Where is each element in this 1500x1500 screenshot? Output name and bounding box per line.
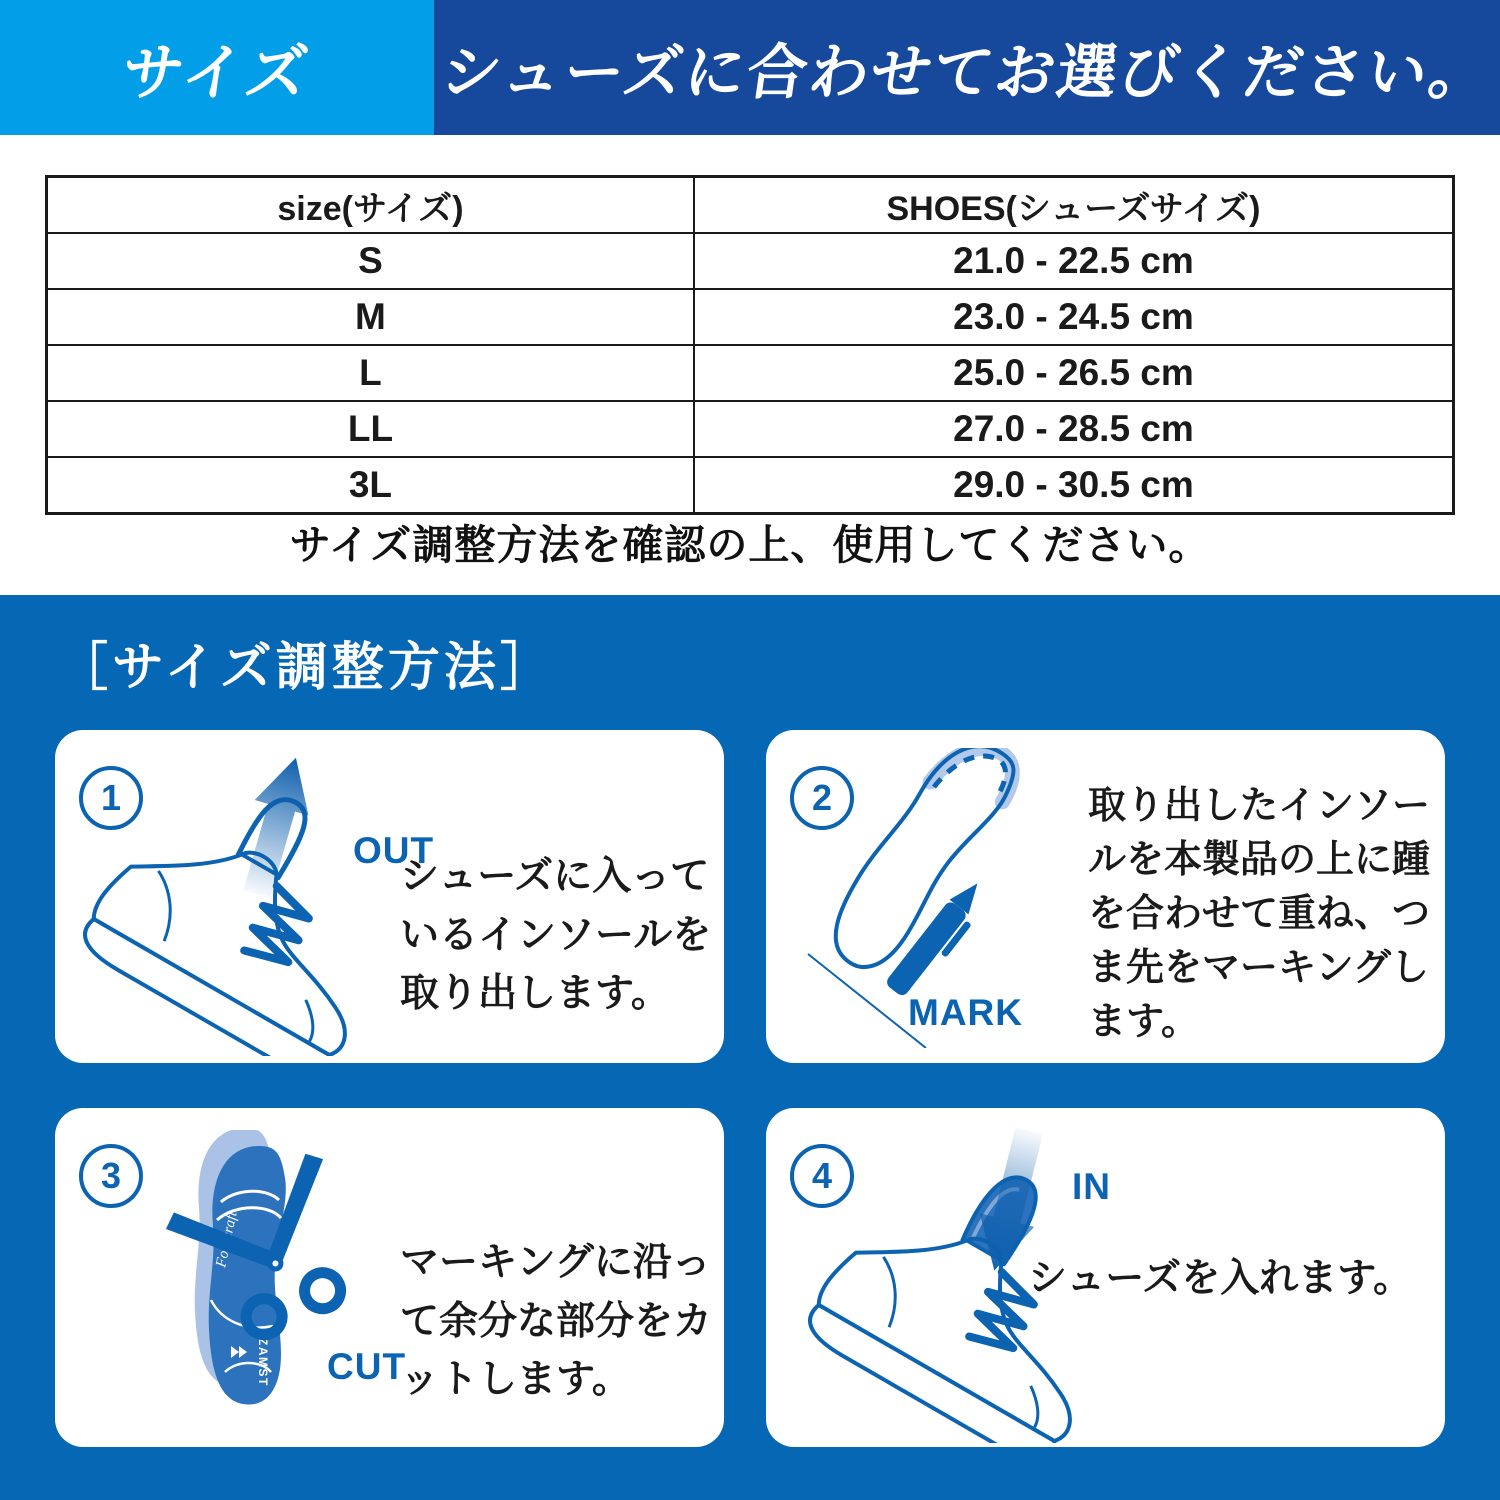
header-headline-band bbox=[434, 0, 1500, 135]
insole-logo-text: ZAMST bbox=[256, 1338, 270, 1387]
column-header-size: size(サイズ) bbox=[47, 177, 694, 234]
headline-text: シューズに合わせてお選びください。 bbox=[436, 38, 1496, 106]
size-cell: L bbox=[47, 345, 694, 401]
table-row bbox=[47, 289, 1454, 345]
step-number: 4 bbox=[811, 1155, 833, 1196]
size-cell: 3L bbox=[47, 457, 694, 514]
table-row bbox=[47, 401, 1454, 457]
table-row bbox=[47, 233, 1454, 289]
step-card-1 bbox=[55, 730, 724, 1063]
step-text: シューズを入れます。 bbox=[1028, 1257, 1413, 1300]
marker-pen-icon bbox=[884, 876, 994, 1003]
step-number: 3 bbox=[100, 1155, 122, 1196]
header-bar bbox=[0, 0, 1500, 135]
shoe-insole-out-illustration bbox=[73, 736, 403, 1056]
step-text: 取り出したインソールを本製品の上に踵を合わせて重ね、つま先をマーキングします。 bbox=[1088, 785, 1431, 1043]
header-size-tab bbox=[0, 0, 434, 135]
size-table bbox=[45, 175, 1455, 515]
size-cell: M bbox=[47, 289, 694, 345]
step-text: シューズに入っているインソールを取り出します。 bbox=[400, 855, 712, 1015]
shoes-cell: 23.0 - 24.5 cm bbox=[694, 289, 1454, 345]
cut-label: CUT bbox=[327, 1346, 407, 1387]
table-header-row bbox=[47, 177, 1454, 234]
step-card-4 bbox=[766, 1108, 1445, 1447]
out-label: OUT bbox=[353, 830, 435, 871]
adjustment-section bbox=[0, 595, 1500, 1500]
size-adjust-note: サイズ調整方法を確認の上、使用してください。 bbox=[289, 522, 1211, 568]
size-cell: S bbox=[47, 233, 694, 289]
step-card-3 bbox=[55, 1108, 724, 1447]
in-label: IN bbox=[1072, 1166, 1111, 1207]
step-text: マーキングに沿って余分な部分をカットします。 bbox=[400, 1241, 713, 1401]
size-title: サイズ bbox=[117, 39, 315, 108]
step-number: 1 bbox=[100, 777, 122, 818]
step-number: 2 bbox=[811, 777, 833, 818]
shoes-cell: 27.0 - 28.5 cm bbox=[694, 401, 1454, 457]
size-cell: LL bbox=[47, 401, 694, 457]
table-row bbox=[47, 457, 1454, 514]
table-row bbox=[47, 345, 1454, 401]
step-card-2 bbox=[766, 730, 1445, 1063]
shoes-cell: 21.0 - 22.5 cm bbox=[694, 233, 1454, 289]
mark-label: MARK bbox=[908, 992, 1023, 1033]
adjustment-heading: ［サイズ調整方法］ bbox=[56, 639, 556, 697]
shoes-cell: 25.0 - 26.5 cm bbox=[694, 345, 1454, 401]
shoes-cell: 29.0 - 30.5 cm bbox=[694, 457, 1454, 514]
column-header-shoes: SHOES(シューズサイズ) bbox=[694, 177, 1454, 234]
